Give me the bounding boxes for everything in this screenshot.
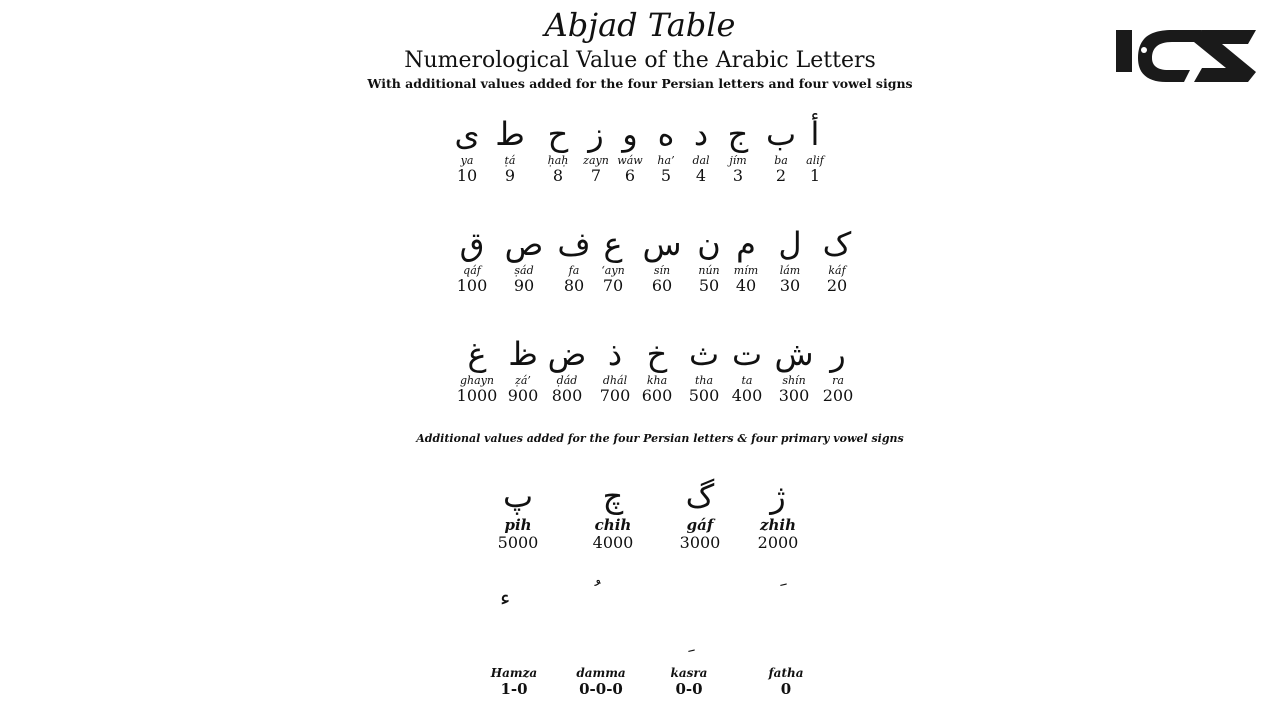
persian-letter: چ: [602, 477, 624, 515]
arabic-letter: ص: [504, 225, 544, 263]
persian-letter: گ: [685, 477, 715, 515]
letter-value: 100: [456, 276, 488, 295]
additional-note: Additional values added for the four Persian letters & four primary vowel signs: [416, 432, 904, 445]
letter-value: 200: [822, 386, 854, 405]
letter-name: wáw: [617, 154, 643, 167]
letter-value: 20: [826, 276, 848, 295]
persian-cell: [473, 478, 563, 552]
letter-value: 2000: [757, 533, 799, 552]
letter-name: zayn: [583, 154, 609, 167]
letter-name: shín: [782, 374, 806, 387]
page-note: With additional values added for the four Persian letters and four vowel signs: [367, 76, 913, 91]
letter-name: kha: [646, 374, 668, 387]
site-logo: [1110, 24, 1260, 84]
letter-name: dal: [692, 154, 710, 167]
arabic-letter: ه: [657, 115, 675, 153]
vowel-value: 0: [780, 680, 792, 698]
letter-value: 70: [602, 276, 624, 295]
arabic-letter: م: [736, 225, 756, 263]
arabic-letter: غ: [467, 335, 487, 373]
letter-value: 4000: [592, 533, 634, 552]
vowel-name: fatha: [768, 666, 804, 680]
persian-cell: [655, 478, 745, 552]
arabic-letter: ع: [603, 225, 623, 263]
letter-name: ḍád: [556, 374, 578, 387]
page-title: Abjad Table: [544, 6, 736, 44]
persian-letter: پ: [502, 477, 534, 515]
letter-name: sín: [653, 264, 671, 277]
letter-name: gáf: [686, 516, 714, 534]
persian-letter: ژ: [770, 477, 786, 515]
arabic-letter: و: [622, 115, 638, 153]
letter-name: lám: [779, 264, 801, 277]
letter-name: alif: [806, 154, 824, 167]
letter-value: 5000: [497, 533, 539, 552]
arabic-letter: ک: [822, 225, 852, 263]
letter-value: 10: [456, 166, 478, 185]
letter-cell: [802, 226, 872, 295]
letter-value: 600: [641, 386, 673, 405]
letter-value: 9: [504, 166, 516, 185]
arabic-letter: ق: [459, 225, 485, 263]
arabic-letter: ت: [731, 335, 763, 373]
persian-cell: [568, 478, 658, 552]
letter-name: mím: [733, 264, 759, 277]
vowel-value: 0-0-0: [579, 680, 623, 698]
letter-value: 80: [563, 276, 585, 295]
arabic-letter: ح: [547, 115, 569, 153]
letter-name: ‘ayn: [601, 264, 625, 277]
letter-value: 900: [507, 386, 539, 405]
letter-value: 30: [779, 276, 801, 295]
letter-name: fa: [568, 264, 580, 277]
arabic-letter: س: [642, 225, 682, 263]
letter-cell: [780, 116, 850, 185]
vowel-name: Hamza: [490, 666, 538, 680]
letter-value: 300: [778, 386, 810, 405]
arabic-letter: ط: [495, 115, 525, 153]
letter-name: dhál: [602, 374, 628, 387]
letter-value: 5: [660, 166, 672, 185]
letter-name: jím: [729, 154, 747, 167]
page-subtitle: Numerological Value of the Arabic Letters: [404, 48, 876, 73]
letter-name: ba: [774, 154, 788, 167]
letter-cell: [803, 336, 873, 405]
letter-value: 3000: [679, 533, 721, 552]
arabic-letter: ج: [727, 115, 749, 153]
letter-name: ṭá: [504, 154, 516, 167]
letter-name: ta: [741, 374, 753, 387]
arabic-letter: خ: [646, 335, 668, 373]
arabic-letter: أ: [810, 115, 820, 153]
letter-value: 500: [688, 386, 720, 405]
letter-value: 2: [775, 166, 787, 185]
vowel-cell: [469, 666, 559, 698]
arabic-letter: ن: [697, 225, 721, 263]
arabic-letter: ب: [765, 115, 797, 153]
arabic-letter: ظ: [508, 335, 538, 373]
arabic-letter: ل: [778, 225, 802, 263]
arabic-letter: ى: [454, 115, 480, 153]
arabic-letter: ذ: [607, 335, 623, 373]
vowel-value: 1-0: [500, 680, 528, 698]
arabic-letter: د: [693, 115, 709, 153]
arabic-letter: ر: [830, 335, 846, 373]
letter-name: ra: [832, 374, 844, 387]
vowel-name: damma: [576, 666, 626, 680]
letter-value: 400: [731, 386, 763, 405]
letter-name: káf: [828, 264, 846, 277]
vowel-value: 0-0: [675, 680, 703, 698]
letter-name: qáf: [463, 264, 481, 277]
letter-name: pih: [504, 516, 532, 534]
letter-value: 50: [698, 276, 720, 295]
arabic-letter: ث: [688, 335, 720, 373]
letter-value: 1: [809, 166, 821, 185]
hamza-mark: ء: [500, 586, 511, 611]
arabic-letter: ز: [588, 115, 604, 153]
letter-value: 700: [599, 386, 631, 405]
letter-name: ṣád: [514, 264, 534, 277]
letter-value: 1000: [456, 386, 498, 405]
arabic-letter: ض: [547, 335, 587, 373]
vowel-cell: [556, 666, 646, 698]
letter-name: ghayn: [460, 374, 494, 387]
letter-name: ẓá’: [515, 374, 531, 387]
letter-name: chih: [594, 516, 632, 534]
letter-name: ḥaḥ: [547, 154, 569, 167]
letter-value: 8: [552, 166, 564, 185]
letter-value: 40: [735, 276, 757, 295]
letter-value: 90: [513, 276, 535, 295]
letter-value: 3: [732, 166, 744, 185]
letter-value: 800: [551, 386, 583, 405]
letter-name: zhih: [759, 516, 797, 534]
persian-cell: [733, 478, 823, 552]
letter-value: 7: [590, 166, 602, 185]
letter-name: ya: [460, 154, 474, 167]
letter-value: 60: [651, 276, 673, 295]
letter-name: ha’: [657, 154, 675, 167]
letter-name: nún: [698, 264, 720, 277]
vowel-name: kasra: [670, 666, 708, 680]
arabic-letter: ش: [774, 335, 814, 373]
letter-name: tha: [694, 374, 714, 387]
vowel-cell: [644, 666, 734, 698]
letter-value: 6: [624, 166, 636, 185]
vowel-cell: [741, 666, 831, 698]
letter-value: 4: [695, 166, 707, 185]
arabic-letter: ف: [557, 225, 591, 263]
